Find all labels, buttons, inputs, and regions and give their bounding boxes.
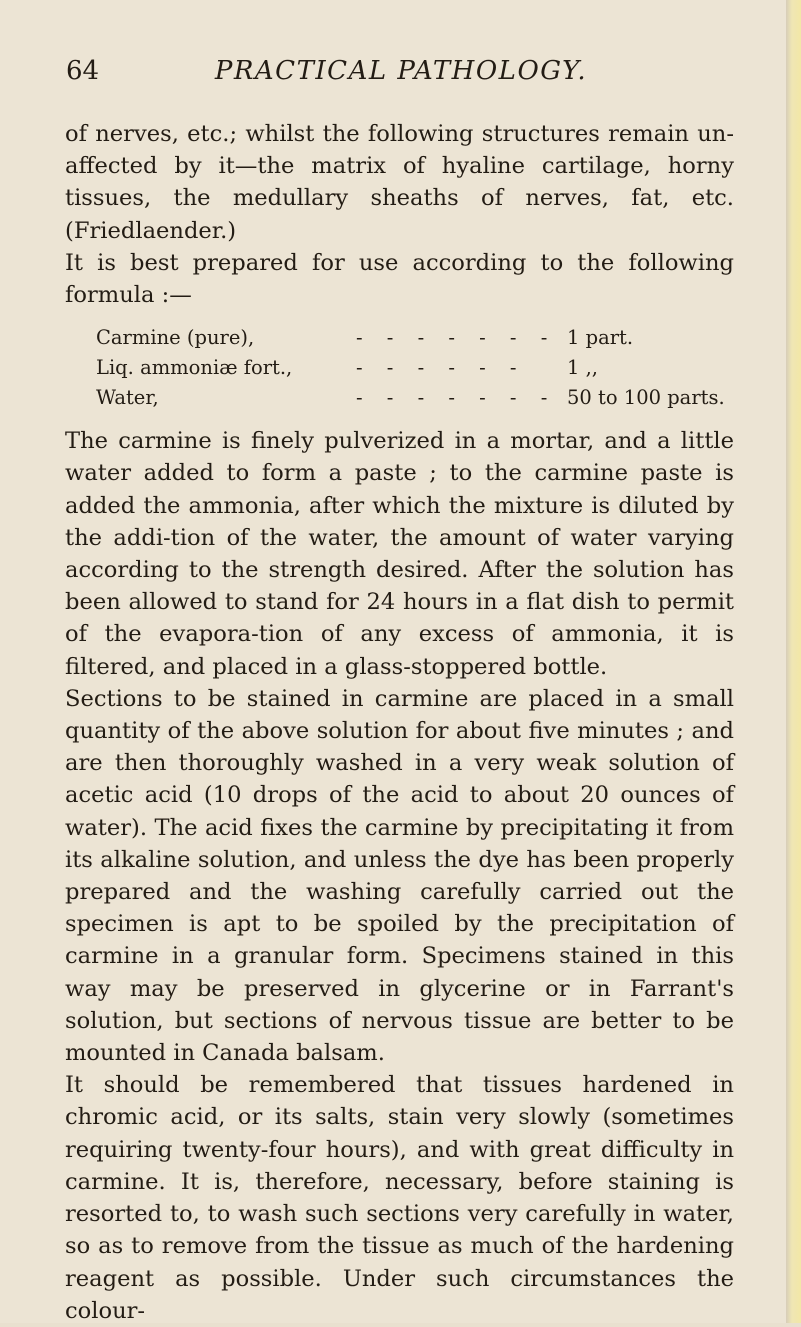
ingredient-quantity: 1 ,, — [567, 356, 599, 380]
ingredient-name: Liq. ammoniæ fort., — [96, 356, 293, 380]
paragraph-staining: Sections to be stained in carmine are placed in a small quantity of the above solution for about five minutes ; and are then thoroughly washed in a very weak solution of acetic acid (10 drops of the acid to about 20 ounces of water). The acid fixes the carmine by precipitating it from its alkaline solution, and unless the dye has been properly prepared and the washing carefully carried out the specimen is apt to be spoiled by the precipitation of carmine in a granular form. Specimens stained in this way may be preserved in glycerine or in Farrant's solution, but sections of nervous tissue are better to be mounted in Canada balsam. — [65, 685, 734, 1067]
paragraph-formula-intro: It is best prepared for use according to the following formula :— — [65, 249, 734, 309]
formula-row — [65, 353, 734, 383]
leader-dots: - - - - - - — [356, 356, 526, 380]
page-header — [66, 56, 736, 96]
page-edge-shadow — [786, 0, 801, 1323]
formula-row — [65, 323, 734, 353]
formula-row — [65, 383, 734, 413]
paragraph-preparation: The carmine is finely pulverized in a mortar, and a little water added to form a paste ; to the carmine paste is added the ammonia, after which the mixture is diluted by the addi-tion of the water, the amount of water varying according to the strength desired. After the solution has been allowed to stand for 24 hours in a flat dish to permit of the evapora-tion of any excess of ammonia, it is filtered, and placed in a glass-stoppered bottle. — [65, 428, 734, 680]
leader-dots: - - - - - - - — [356, 386, 557, 410]
ingredient-name: Water, — [96, 386, 159, 410]
ingredient-quantity: 1 part. — [567, 326, 634, 350]
page-number: 64 — [66, 56, 100, 86]
formula-table — [65, 323, 734, 413]
running-head: PRACTICAL PATHOLOGY. — [214, 56, 588, 86]
paragraph-chromic-acid: It should be remembered that tissues hardened in chromic acid, or its salts, stain very slowly (sometimes requiring twenty-four hours), and with great difficulty in carmine. It is, therefore, necessary, before staining is resorted to, to wash such sections very carefully in water, so as to remove from the tissue as much of the hardening reagent as possible. Under such circumstances the colour- — [65, 1072, 734, 1324]
ingredient-name: Carmine (pure), — [96, 326, 255, 350]
paragraph-continuation: of nerves, etc.; whilst the following structures remain un-affected by it—the matrix of hyaline cartilage, horny tissues, the medullary sheaths of nerves, fat, etc. (Friedlaender.) — [65, 121, 734, 244]
page-body — [65, 118, 734, 1327]
ingredient-quantity: 50 to 100 parts. — [567, 386, 725, 410]
leader-dots: - - - - - - - — [356, 326, 557, 350]
